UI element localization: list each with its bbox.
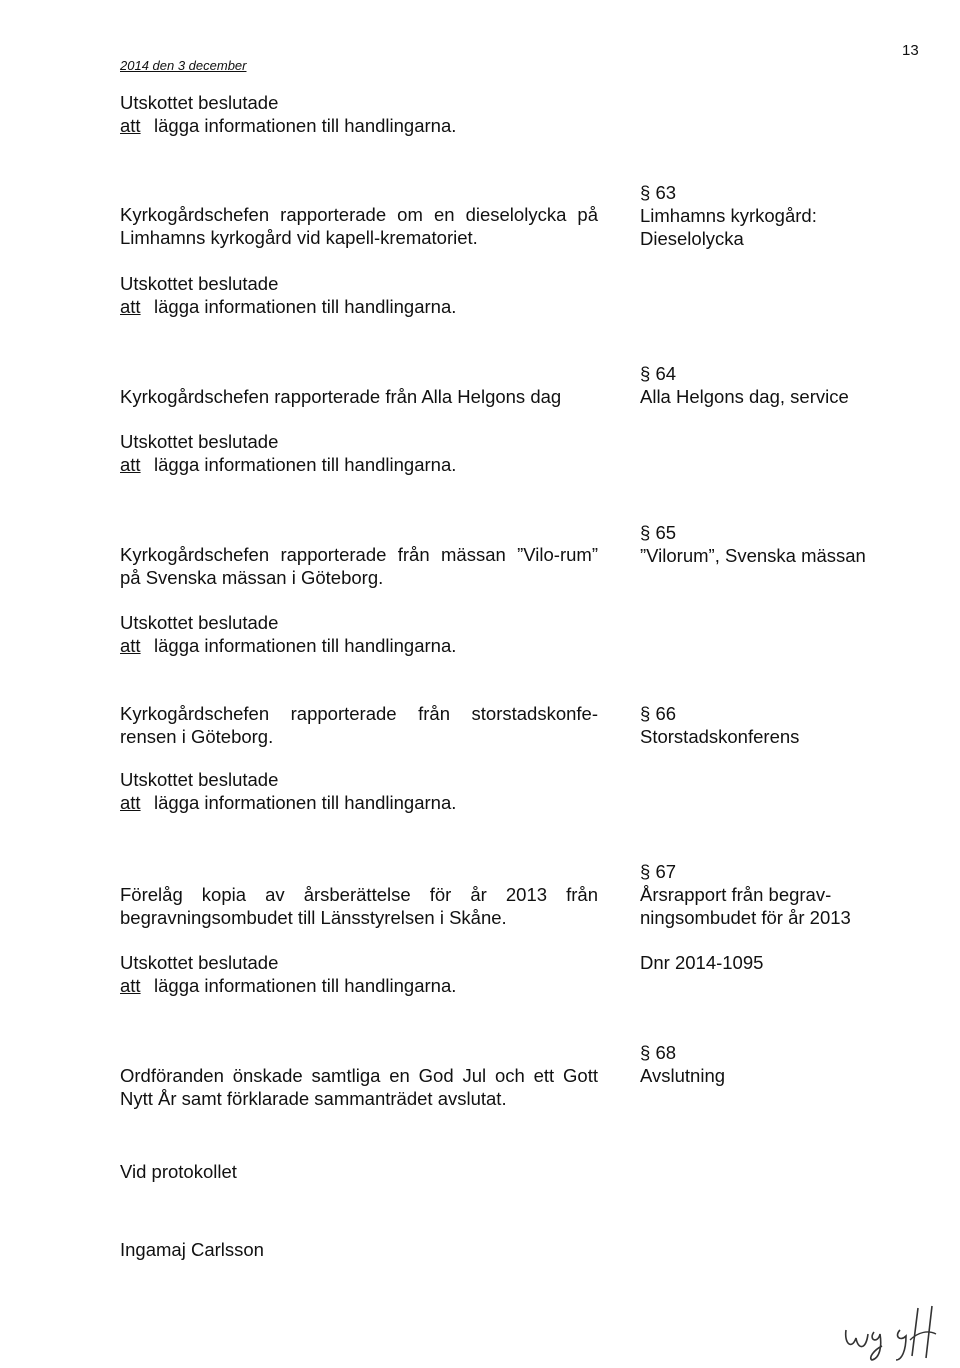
decision-att: att [120,115,141,136]
decision-heading: Utskottet beslutade [120,273,279,294]
decision-heading: Utskottet beslutade [120,612,279,633]
paragraph-body: Kyrkogårdschefen rapporterade från Alla Helgons dag [120,386,562,407]
paragraph-body: Kyrkogårdschefen rapporterade om en dieselolycka på Limhamns kyrkogård vid kapell-krematoriet. [120,204,598,248]
paragraph-title [640,702,799,748]
decision-att: att [120,975,141,996]
paragraph-title-line: Dieselolycka [640,228,744,249]
decision-heading: Utskottet beslutade [120,431,279,452]
meeting-date: 2014 den 3 december [120,58,247,73]
paragraph-number-value: 64 [655,363,677,384]
decision-text: lägga informationen till handlingarna. [154,296,457,317]
decision-text: lägga informationen till handlingarna. [154,454,457,475]
decision-text: lägga informationen till handlingarna. [154,975,457,996]
decision-text: lägga informationen till handlingarna. [154,635,457,656]
protocol-label: Vid protokollet [120,1161,237,1182]
decision-heading: Utskottet beslutade [120,92,279,113]
paragraph-number: § 68 [640,1042,677,1063]
decision-heading: Utskottet beslutade [120,769,279,790]
decision-block [120,430,620,476]
paragraph-title-line: Alla Helgons dag, service [640,386,849,407]
paragraph-title-line: Limhamns kyrkogård: [640,205,817,226]
decision-att: att [120,454,141,475]
paragraph-number: § 65 [640,522,677,543]
paragraph-title-line: Avslutning [640,1065,726,1086]
decision-block [120,951,620,997]
paragraph-title-line: Årsrapport från begrav- [640,884,832,905]
handwritten-initials [840,1300,950,1362]
paragraph-title [640,1041,725,1087]
paragraph-title-line: ningsombudet för år 2013 [640,907,851,928]
paragraph-number-value: 68 [655,1042,677,1063]
paragraph-number: § 67 [640,861,677,882]
paragraph-body: Kyrkogårdschefen rapporterade från mässan ”Vilo-rum” på Svenska mässan i Göteborg. [120,544,598,588]
paragraph-number-value: 67 [655,861,677,882]
paragraph-title [640,860,851,929]
decision-heading: Utskottet beslutade [120,952,279,973]
paragraph-title-line: ”Vilorum”, Svenska mässan [640,545,866,566]
paragraph-number-value: 66 [655,703,677,724]
decision-block [120,768,620,814]
paragraph-title-line: Storstadskonferens [640,726,800,747]
decision-att: att [120,792,141,813]
paragraph-title [640,181,817,250]
decision-text: lägga informationen till handlingarna. [154,115,457,136]
decision-block [120,91,620,137]
decision-att: att [120,635,141,656]
paragraph-body: Kyrkogårdschefen rapporterade från storstadskonfe-rensen i Göteborg. [120,703,598,747]
paragraph-number: § 66 [640,703,677,724]
secretary-name: Ingamaj Carlsson [120,1239,264,1260]
paragraph-body: Förelåg kopia av årsberättelse för år 2013 från begravningsombudet till Länsstyrelsen i Skåne. [120,884,598,928]
decision-block [120,611,620,657]
decision-block [120,272,620,318]
paragraph-title [640,521,866,567]
paragraph-title [640,362,849,408]
paragraph-number-value: 65 [655,522,677,543]
paragraph-body: Ordföranden önskade samtliga en God Jul och ett Gott Nytt År samt förklarade sammanträdet avslutat. [120,1065,598,1109]
paragraph-number-value: 63 [655,182,677,203]
decision-att: att [120,296,141,317]
paragraph-number: § 64 [640,363,677,384]
page-number: 13 [902,42,919,59]
paragraph-number: § 63 [640,182,677,203]
decision-text: lägga informationen till handlingarna. [154,792,457,813]
diary-number: Dnr 2014-1095 [640,952,764,973]
